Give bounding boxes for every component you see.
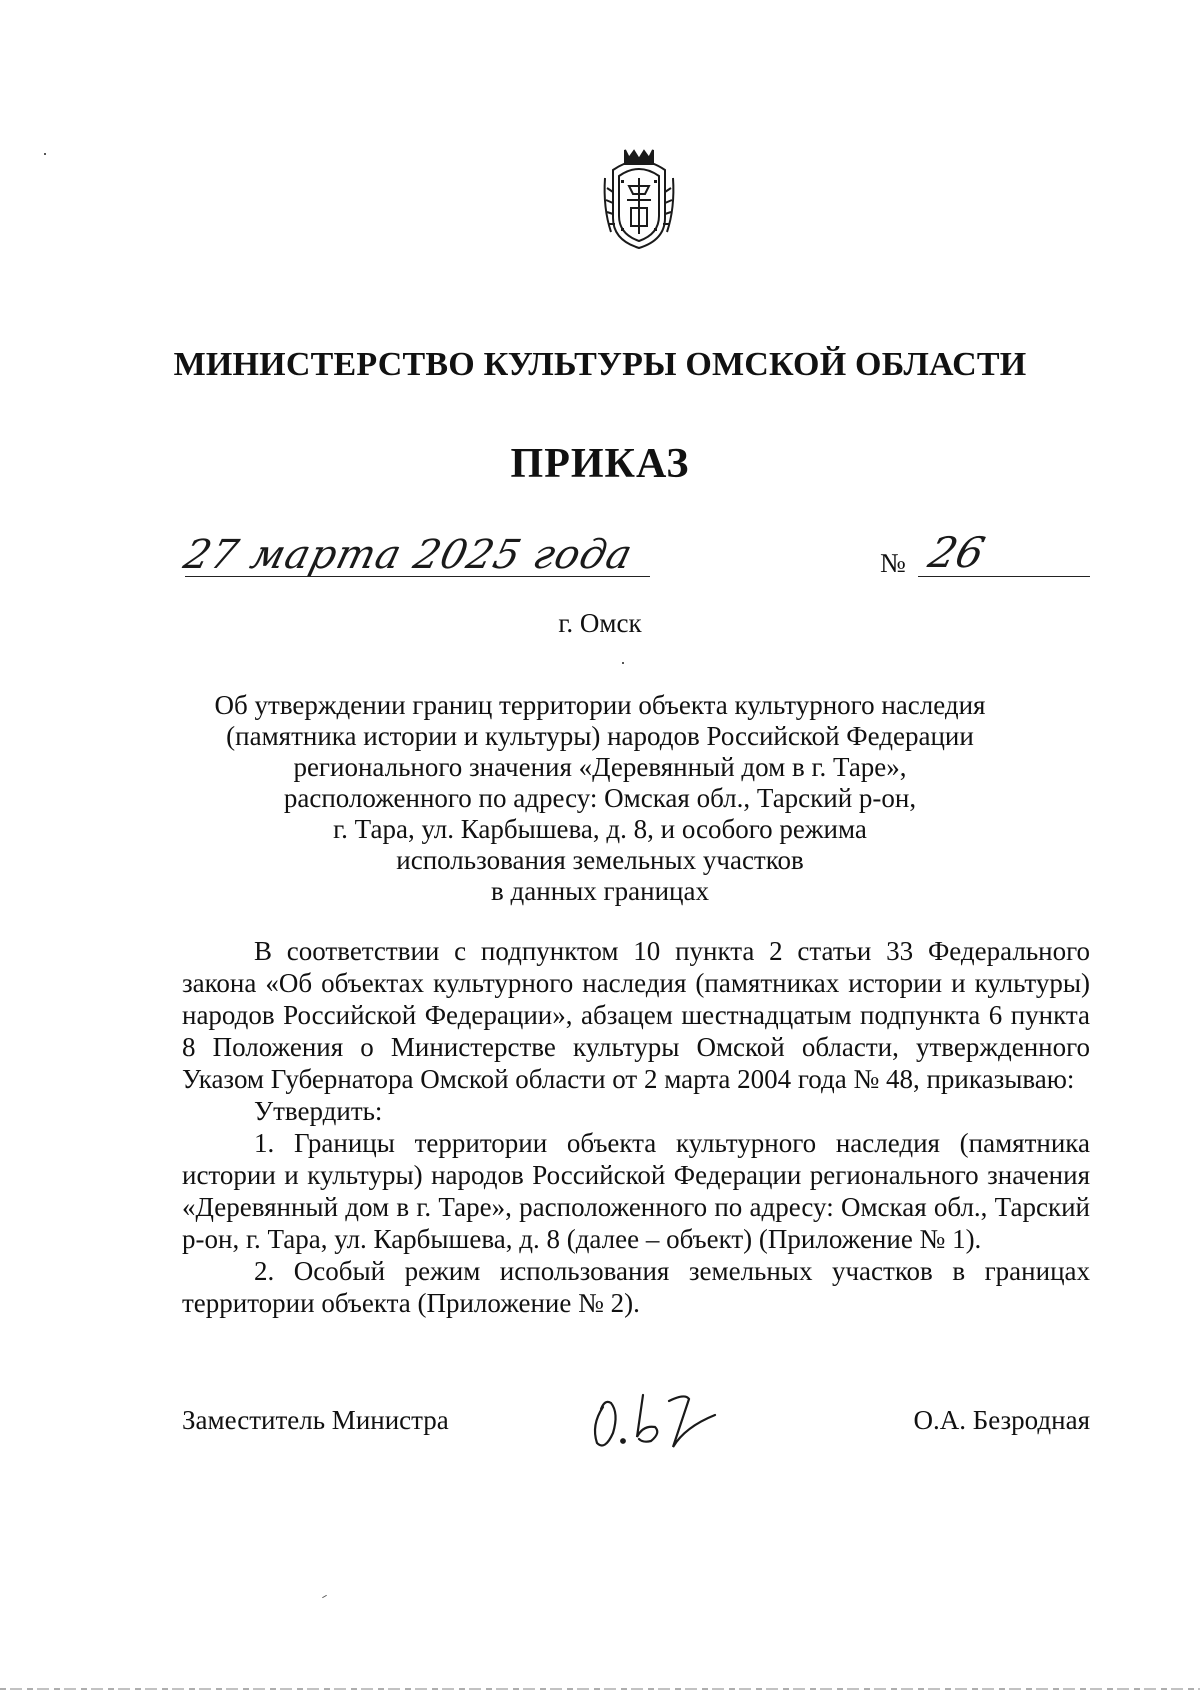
- date-handwritten: 27 марта 2025 года: [179, 532, 638, 578]
- number-handwritten: 26: [923, 528, 990, 577]
- subject-line: использования земельных участков: [396, 845, 804, 875]
- number-label: №: [880, 548, 906, 578]
- subject-line: Об утверждении границ территории объекта культурного наследия: [214, 690, 986, 720]
- item-2-paragraph: 2. Особый режим использования земельных участков в границах территории объекта (Приложение № 2).: [182, 1256, 1090, 1318]
- order-body: [182, 935, 1090, 1319]
- subject-heading: [0, 690, 1200, 907]
- scan-artifact: [44, 153, 46, 155]
- subject-line: регионального значения «Деревянный дом в г. Таре»,: [293, 752, 907, 782]
- date-underline: [185, 576, 650, 577]
- signer-position: Заместитель Министра: [182, 1405, 449, 1435]
- subject-line: расположенного по адресу: Омская обл., Тарский р-он,: [283, 783, 917, 813]
- scan-edge-noise: [0, 1688, 1200, 1690]
- scan-artifact: [622, 662, 624, 664]
- city: г. Омск: [558, 608, 642, 638]
- handwritten-signature: [585, 1385, 735, 1455]
- ministry-name: МИНИСТЕРСТВО КУЛЬТУРЫ ОМСКОЙ ОБЛАСТИ: [173, 346, 1027, 383]
- item-1-paragraph: 1. Границы территории объекта культурного наследия (памятника истории и культуры) народов Российской Федерации регионального значения «Деревянный дом в г. Таре», расположенного по адресу: Омская обл., Тарский р-он, г. Тара, ул. Карбышева, д. 8 (далее – объект) (Приложение № 1).: [182, 1128, 1090, 1254]
- approve-paragraph: Утвердить:: [254, 1096, 383, 1126]
- coat-of-arms-icon: [601, 148, 677, 252]
- scan-artifact: [322, 1595, 327, 1598]
- subject-line: г. Тара, ул. Карбышева, д. 8, и особого режима: [333, 814, 867, 844]
- document-type-title: ПРИКАЗ: [510, 441, 690, 487]
- preamble-paragraph: В соответствии с подпунктом 10 пункта 2 статьи 33 Федерального закона «Об объектах культурного наследия (памятниках истории и культуры) народов Российской Федерации», абзацем шестнадцатым подпункта 6 пункта 8 Положения о Министерстве культуры Омской области, утвержденного Указом Губернатора Омской области от 2 марта 2004 года № 48, приказываю:: [182, 936, 1090, 1094]
- subject-line: (памятника истории и культуры) народов Российской Федерации: [226, 721, 974, 751]
- number-underline: [918, 576, 1090, 577]
- signer-name: О.А. Безродная: [913, 1405, 1090, 1435]
- subject-line: в данных границах: [491, 876, 709, 906]
